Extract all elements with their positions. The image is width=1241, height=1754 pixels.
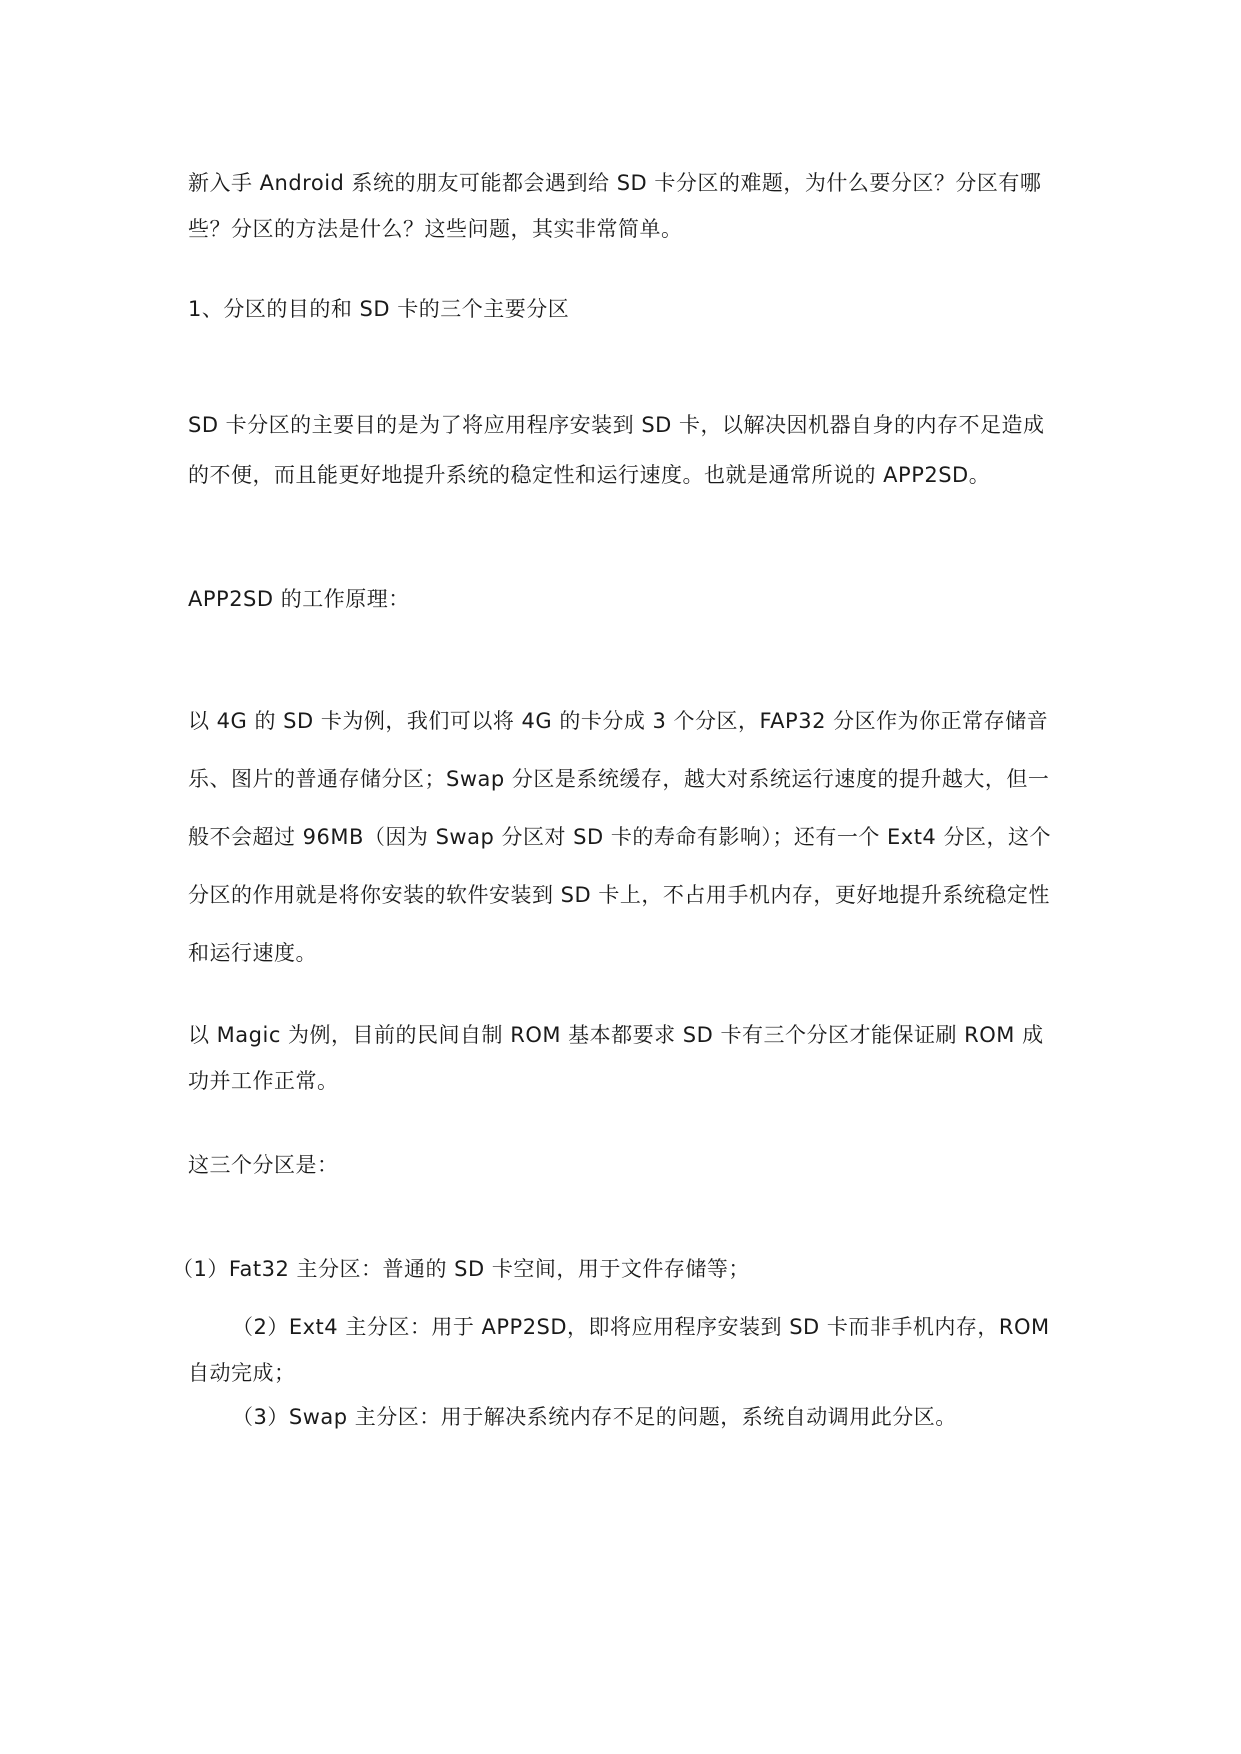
principle-heading: APP2SD 的工作原理： <box>188 587 410 611</box>
intro-paragraph: 新入手 Android 系统的朋友可能都会遇到给 SD 卡分区的难题，为什么要分区？分区有哪些？分区的方法是什么？这些问题，其实非常简单。 <box>188 171 1042 241</box>
section-heading-partition-purpose: 1、分区的目的和 SD 卡的三个主要分区 <box>188 297 570 321</box>
example-4g-paragraph: 以 4G 的 SD 卡为例，我们可以将 4G 的卡分成 3 个分区，FAP32 分区作为你正常存储音乐、图片的普通存储分区；Swap 分区是系统缓存，越大对系统运行速度的提升越大，但一般不会超过 96MB（因为 Swap 分区对 SD 卡的寿命有影响）；还有一个 Ext4 分区，这个分区的作用就是将你安装的软件安装到 SD 卡上，不占用手机内存，更好地提升系统稳定性和运行速度。 <box>188 709 1051 965</box>
partition-item-fat32: （1）Fat32 主分区：普通的 SD 卡空间，用于文件存储等； <box>172 1257 750 1281</box>
three-partitions-heading: 这三个分区是： <box>188 1153 339 1177</box>
partition-item-ext4: （2）Ext4 主分区：用于 APP2SD，即将应用程序安装到 SD 卡而非手机内存，ROM 自动完成； <box>188 1315 1050 1385</box>
purpose-paragraph: SD 卡分区的主要目的是为了将应用程序安装到 SD 卡，以解决因机器自身的内存不足造成的不便，而且能更好地提升系统的稳定性和运行速度。也就是通常所说的 APP2SD。 <box>188 413 1045 487</box>
partition-item-swap: （3）Swap 主分区：用于解决系统内存不足的问题，系统自动调用此分区。 <box>232 1405 957 1429</box>
example-magic-paragraph: 以 Magic 为例，目前的民间自制 ROM 基本都要求 SD 卡有三个分区才能保证刷 ROM 成功并工作正常。 <box>188 1023 1044 1093</box>
